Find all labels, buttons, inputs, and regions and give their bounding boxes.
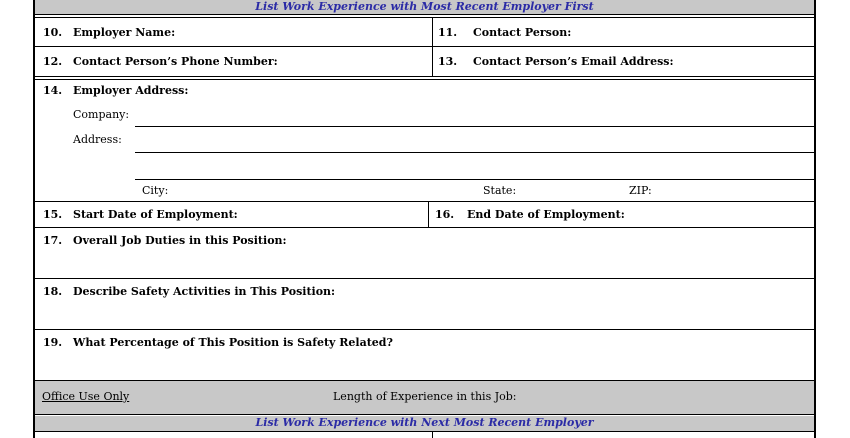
contact-email-label: Contact Person’s Email Address:	[473, 55, 674, 68]
divider	[35, 431, 814, 432]
divider	[35, 414, 814, 415]
company-input-line[interactable]	[135, 126, 815, 127]
banner-bottom-text: List Work Experience with Next Most Recent Employer	[255, 416, 594, 429]
address-input-line-1[interactable]	[135, 152, 815, 153]
job-duties-field[interactable]	[35, 228, 814, 278]
safety-activities-label: Describe Safety Activities in This Position:	[73, 285, 336, 298]
job-duties-label: Overall Job Duties in this Position:	[73, 234, 287, 247]
safety-percentage-label: What Percentage of This Position is Safety Related?	[73, 336, 393, 349]
field-number: 13.	[438, 55, 458, 68]
field-number: 18.	[43, 285, 63, 298]
section-banner-top	[35, 0, 814, 14]
address-input-line-2[interactable]	[135, 179, 815, 180]
office-use-title: Office Use Only	[42, 390, 130, 403]
divider	[428, 201, 429, 227]
safety-activities-field[interactable]	[35, 279, 814, 329]
start-date-label: Start Date of Employment:	[73, 208, 238, 221]
address-label: Address:	[73, 133, 122, 146]
divider	[35, 76, 814, 77]
city-label: City:	[142, 184, 169, 197]
employer-address-section	[35, 80, 814, 200]
field-number: 19.	[43, 336, 63, 349]
field-number: 10.	[43, 26, 63, 39]
field-number: 17.	[43, 234, 63, 247]
state-label: State:	[483, 184, 517, 197]
contact-phone-field[interactable]	[35, 47, 430, 76]
start-date-field[interactable]	[35, 202, 428, 227]
company-label: Company:	[73, 108, 130, 121]
divider	[432, 432, 433, 438]
section-banner-bottom	[35, 416, 814, 431]
office-use-section	[35, 381, 814, 414]
work-experience-form	[33, 0, 816, 438]
length-of-experience-label[interactable]: Length of Experience in this Job:	[333, 390, 517, 403]
divider	[35, 14, 814, 15]
employer-name-label: Employer Name:	[73, 26, 176, 39]
contact-email-field[interactable]	[433, 47, 814, 76]
banner-top-text: List Work Experience with Most Recent Employer First	[255, 0, 594, 13]
end-date-field[interactable]	[430, 202, 814, 227]
contact-phone-label: Contact Person’s Phone Number:	[73, 55, 278, 68]
safety-percentage-field[interactable]	[35, 330, 814, 380]
employer-name-field[interactable]	[35, 18, 430, 46]
field-number: 16.	[435, 208, 455, 221]
field-number: 15.	[43, 208, 63, 221]
field-number: 11.	[438, 26, 458, 39]
end-date-label: End Date of Employment:	[467, 208, 625, 221]
contact-person-label: Contact Person:	[473, 26, 572, 39]
contact-person-field[interactable]	[433, 18, 814, 46]
zip-label: ZIP:	[629, 184, 652, 197]
field-number: 14.	[43, 84, 63, 97]
field-number: 12.	[43, 55, 63, 68]
employer-address-label: Employer Address:	[73, 84, 189, 97]
